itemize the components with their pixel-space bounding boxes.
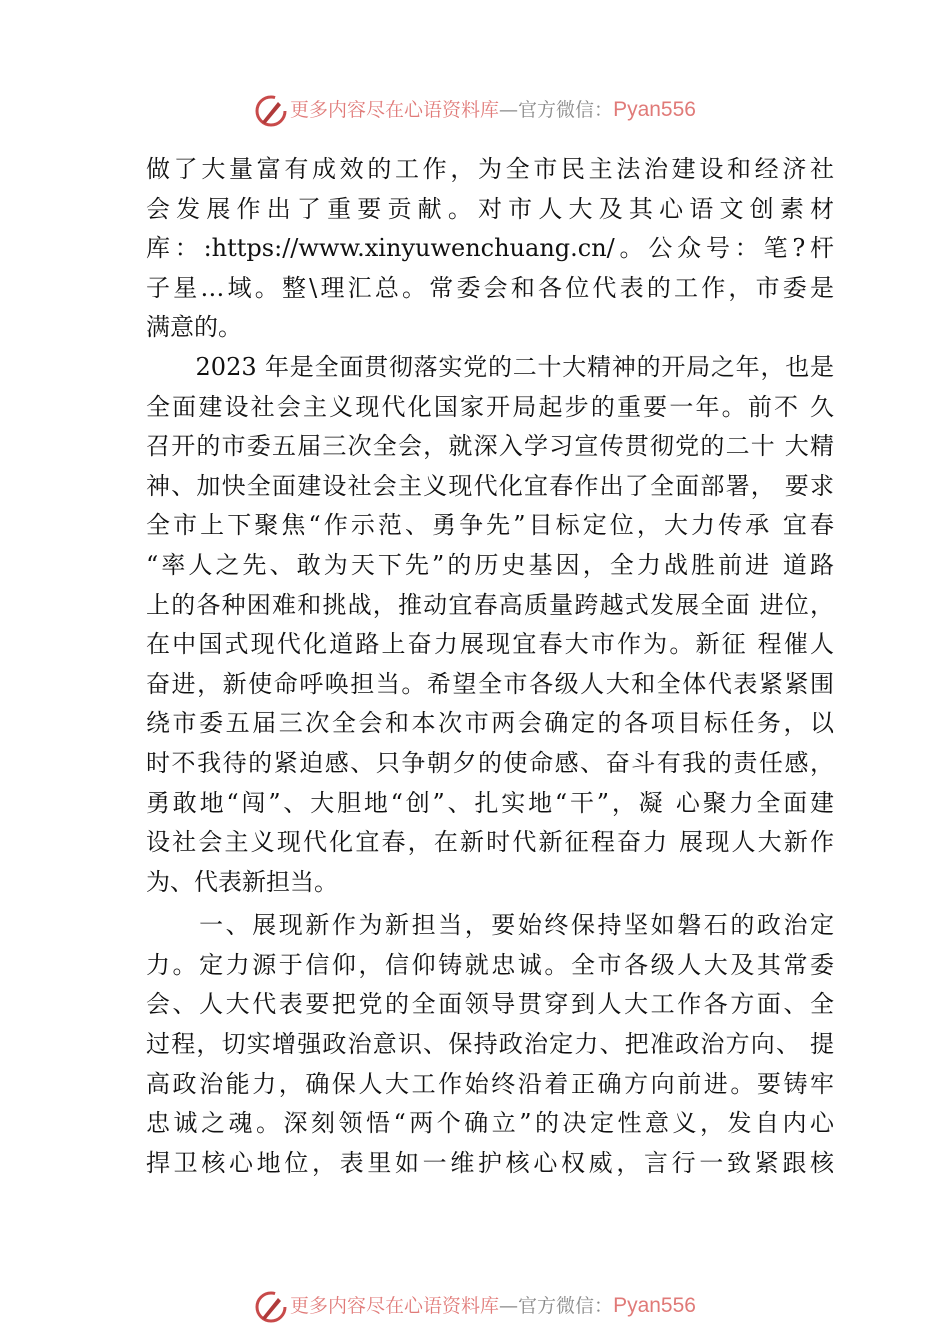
text-line: 子星…域。整\理汇总。常委会和各位代表的工作，市委是 (146, 273, 834, 302)
banner-wechat-label: —官方微信： (499, 1295, 614, 1317)
text-line: 会、人大代表要把党的全面领导贯穿到人大工作各方面、全 (146, 990, 834, 1019)
text-line: 时不我待的紧迫感、只争朝夕的使命感、奋斗有我的责任感， (146, 748, 834, 777)
header-banner (0, 94, 950, 128)
banner-text: 更多内容尽在心语资料库 (290, 99, 500, 121)
text-line: 在中国式现代化道路上奋力展现宜春大市作为。新征 程催人 (146, 630, 834, 659)
banner-wechat-label: —官方微信： (499, 99, 614, 121)
text-line: 绕市委五届三次全会和本次市两会确定的各项目标任务，以 (146, 709, 834, 738)
paragraph (146, 906, 834, 1183)
footer-banner (0, 1290, 950, 1324)
paragraph (146, 150, 834, 348)
banner-wechat-id: Pyan556 (613, 1294, 696, 1317)
banner-wechat-id: Pyan556 (613, 98, 696, 121)
text-line: 过程，切实增强政治意识、保持政治定力、把准政治方向、 提 (146, 1030, 834, 1059)
text-line: 2023 年是全面贯彻落实党的二十大精神的开局之年，也是 (146, 352, 834, 381)
text-line: 满意的。 (146, 313, 242, 342)
text-line: 为、代表新担当。 (146, 867, 338, 896)
text-line: 设社会主义现代化宜春，在新时代新征程奋力 展现人大新作 (146, 828, 834, 857)
text-line: 一、展现新作为新担当，要始终保持坚如磐石的政治定 (146, 911, 834, 940)
document-body (146, 150, 834, 1183)
text-line: 做了大量富有成效的工作，为全市民主法治建设和经济社 (146, 155, 834, 183)
text-line: 高政治能力，确保人大工作始终沿着正确方向前进。要铸牢 (146, 1069, 834, 1098)
text-line: 全面建设社会主义现代化国家开局起步的重要一年。前不 久 (146, 392, 834, 421)
banner-text: 更多内容尽在心语资料库 (290, 1295, 500, 1317)
text-line: 捍卫核心地位，表里如一维护核心权威，言行一致紧跟核 (146, 1148, 834, 1177)
text-line: “率人之先、敢为天下先”的历史基因，全力战胜前进 道路 (146, 550, 834, 579)
paragraph (146, 348, 834, 902)
text-line: 召开的市委五届三次全会，就深入学习宣传贯彻党的二十 大精 (146, 432, 834, 461)
pen-logo-icon (254, 1290, 288, 1324)
text-line: 神、加快全面建设社会主义现代化宜春作出了全面部署， 要求 (146, 471, 834, 500)
text-line: 勇敢地“闯”、大胆地“创”、扎实地“干”，凝 心聚力全面建 (146, 788, 834, 817)
text-line: 忠诚之魂。深刻领悟“两个确立”的决定性意义，发自内心 (146, 1109, 834, 1138)
pen-logo-icon (254, 94, 288, 128)
text-line: 库：:https://www.xinyuwenchuang.cn/。公众号：笔?杆 (146, 234, 834, 263)
text-line: 上的各种困难和挑战，推动宜春高质量跨越式发展全面 进位， (146, 590, 834, 619)
text-line: 力。定力源于信仰，信仰铸就忠诚。全市各级人大及其常委 (146, 950, 834, 979)
text-line: 奋进，新使命呼唤担当。希望全市各级人大和全体代表紧紧围 (146, 669, 834, 698)
text-line: 全市上下聚焦“作示范、勇争先”目标定位，大力传承 宜春 (146, 511, 834, 540)
text-line: 会发展作出了重要贡献。对市人大及其心语文创素材 (146, 194, 834, 223)
